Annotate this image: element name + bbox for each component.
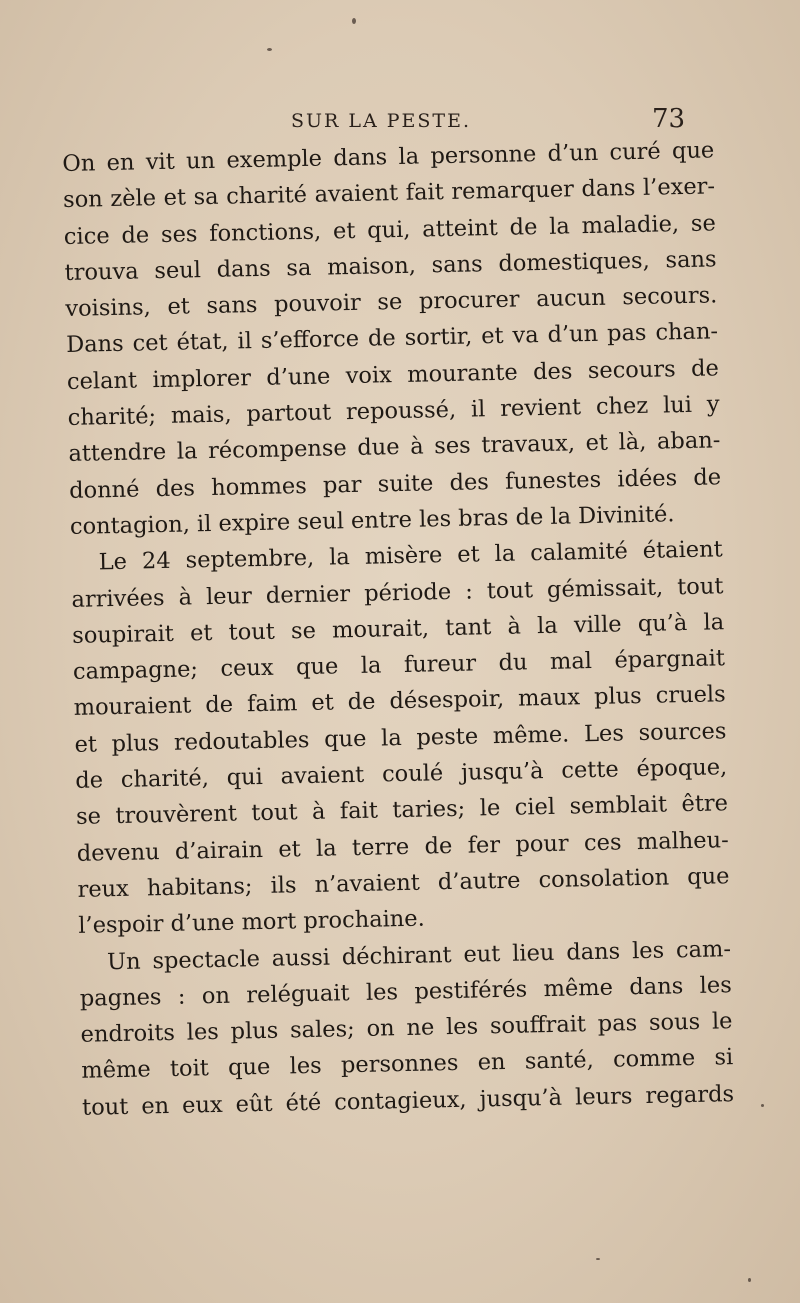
text-line: endroits les plus sales; on ne les souffrait pas sous le	[80, 1008, 733, 1048]
text-line: Le 24 septembre, la misère et la calamité étaient	[98, 536, 723, 576]
text-line: pagnes : on reléguait les pestiférés même dans les	[79, 971, 732, 1012]
text-line: Un spectacle aussi déchirant eut lieu dans les cam-	[106, 935, 732, 975]
text-line: On en vit un exemple dans la personne d’un curé que	[62, 137, 715, 177]
text-line: celant implorer d’une voix mourante des secours de	[66, 355, 720, 395]
text-line: soupirait et tout se mourait, tant à la ville qu’à la	[71, 609, 725, 649]
text-line: contagion, il expire seul entre les bras de la Divinité.	[69, 501, 675, 540]
running-title: SUR LA PESTE.	[291, 110, 472, 132]
paper-speck	[352, 18, 356, 24]
text-line: et plus redoutables que la peste même. Les sources	[74, 717, 727, 758]
text-line: son zèle et sa charité avaient fait remarquer dans l’exer-	[62, 173, 716, 214]
text-line: charité; mais, partout repoussé, il revient chez lui y	[67, 391, 720, 432]
text-line: devenu d’airain et la terre de fer pour ces malheu-	[76, 826, 729, 867]
text-line: trouva seul dans sa maison, sans domestiques, sans	[64, 246, 717, 286]
text-line: tout en eux eût été contagieux, jusqu’à leurs regards	[81, 1080, 735, 1121]
text-line: arrivées à leur dernier période : tout gémissait, tout	[71, 572, 724, 613]
text-line: même toit que les personnes en santé, comme si	[81, 1044, 734, 1085]
text-line: cice de ses fonctions, et qui, atteint de la maladie, se	[63, 209, 717, 250]
text-line: mouraient de faim et de désespoir, maux plus cruels	[73, 681, 726, 722]
body-text	[62, 132, 734, 1125]
paper-speck	[596, 1258, 600, 1260]
text-line: donné des hommes par suite des funestes idées de	[68, 463, 722, 504]
page-number: 73	[652, 104, 686, 134]
text-line: voisins, et sans pouvoir se procurer aucun secours.	[65, 282, 718, 323]
text-line: reux habitans; ils n’avaient d’autre consolation que	[77, 863, 730, 903]
paper-speck	[267, 48, 272, 51]
text-line: de charité, qui avaient coulé jusqu’à cette époque,	[75, 754, 728, 794]
paper-speck	[761, 1104, 764, 1107]
paper-speck	[748, 1278, 751, 1282]
text-line: se trouvèrent tout à fait taries; le ciel semblait être	[75, 790, 729, 831]
text-line: l’espoir d’une mort prochaine.	[78, 905, 426, 940]
text-line: campagne; ceux que la fureur du mal épargnait	[72, 645, 726, 686]
text-line: Dans cet état, il s’efforce de sortir, et va d’un pas chan-	[65, 318, 719, 359]
text-line: attendre la récompense due à ses travaux, et là, aban-	[68, 427, 721, 468]
